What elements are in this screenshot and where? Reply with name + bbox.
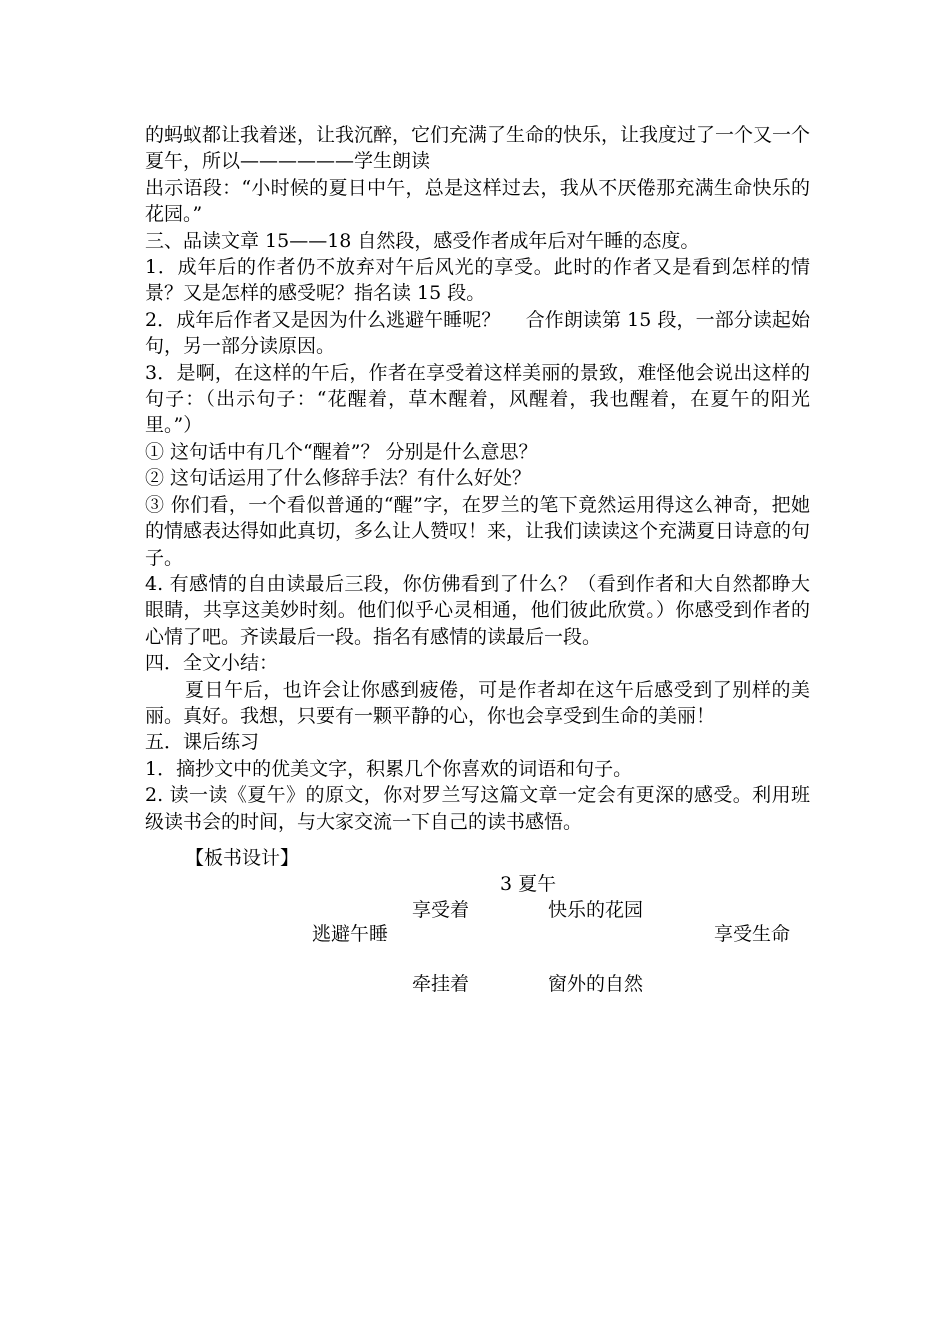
paragraph: 3．是啊，在这样的午后，作者在享受着这样美丽的景致，难怪他会说出这样的句子：（出示句子：“花醒着，草木醒着，风醒着，我也醒着，在夏午的阳光里。”） [145,361,810,437]
paragraph: 4. 有感情的自由读最后三段，你仿佛看到了什么？（看到作者和大自然都睁大眼睛，共享这美妙时刻。他们似乎心灵相通，他们彼此欣赏。）你感受到作者的心情了吧。齐读最后一段。指名有感情的读最后一段。 [145,572,810,648]
board-missing: 牵挂着 [412,973,470,995]
paragraph: 出示语段：“小时候的夏日中午，总是这样过去，我从不厌倦那充满生命快乐的花园。” [145,176,810,226]
question-item: ③ 你们看，一个看似普通的“醒”字，在罗兰的笔下竟然运用得这么神奇，把她的情感表达得如此真切，多么让人赞叹！来，让我们读读这个充满夏日诗意的句子。 [145,493,811,569]
question-item: ② 这句话运用了什么修辞手法？有什么好处？ [145,467,532,490]
board-nature-outside: 窗外的自然 [548,973,644,995]
paragraph: 2．成年后作者又是因为什么逃避午睡呢？ 合作朗读第 15 段，一部分读起始句，另一部分读原因。 [145,308,810,358]
paragraph: 的蚂蚁都让我着迷，让我沉醉，它们充满了生命的快乐，让我度过了一个又一个夏午，所以——————学生朗读 [145,124,811,173]
exercise-item: 1．摘抄文中的优美文字，积累几个你喜欢的词语和句子。 [145,757,633,780]
section-heading: 五．课后练习 [145,731,260,754]
section-heading: 三、品读文章 15——18 自然段，感受作者成年后对午睡的态度。 [145,229,700,252]
board-enjoying: 享受着 [412,899,470,921]
board-title: 3 夏午 [500,873,557,895]
board-avoid-nap: 逃避午睡 [312,923,389,945]
paragraph: 1．成年后的作者仍不放弃对午后风光的享受。此时的作者又是看到怎样的情景？又是怎样的感受呢？指名读 15 段。 [145,256,810,305]
board-happy-garden: 快乐的花园 [548,899,644,921]
board-enjoy-life: 享受生命 [714,923,791,945]
summary-paragraph: 夏日午后，也许会让你感到疲倦，可是作者却在这午后感受到了别样的美丽。真好。我想，只要有一颗平静的心，你也会享受到生命的美丽！ [145,678,810,727]
section-heading: 四．全文小结： [145,652,279,675]
question-item: ① 这句话中有几个“醒着”？ 分别是什么意思？ [145,440,538,463]
board-heading: 【板书设计】 [185,847,300,869]
exercise-item: 2. 读一读《夏午》的原文，你对罗兰写这篇文章一定会有更深的感受。利用班级读书会的时间，与大家交流一下自己的读书感悟。 [145,784,810,833]
